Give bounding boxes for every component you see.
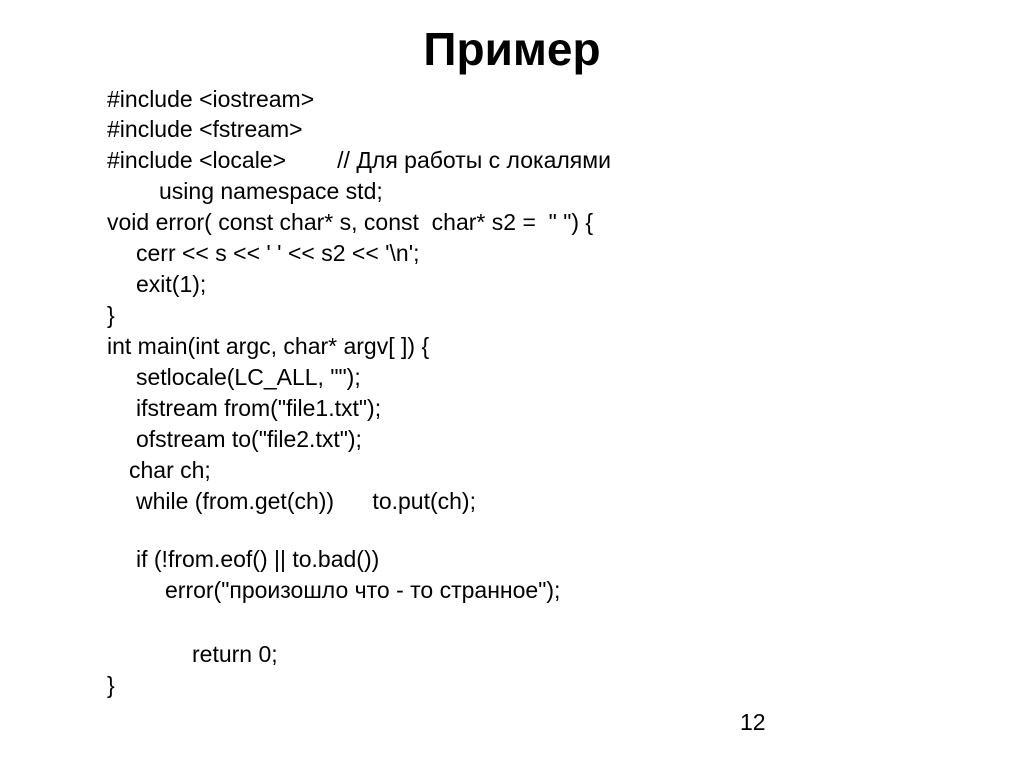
code-line: while (from.get(ch)) to.put(ch); [136,488,476,514]
page-number: 12 [740,709,766,735]
code-line: #include <iostream> [107,86,315,112]
code-line: int main(int argc, char* argv[ ]) { [107,333,430,359]
code-line: #include <locale> // Для работы с локалями [107,147,611,173]
code-line: char ch; [129,457,211,483]
code-line: exit(1); [136,271,207,297]
code-line: ifstream from("file1.txt"); [136,395,382,421]
code-line: } [107,302,115,328]
code-line: setlocale(LC_ALL, ""); [136,364,361,390]
code-line: return 0; [192,641,278,667]
code-line: if (!from.eof() || to.bad()) [136,546,380,572]
code-line: using namespace std; [159,178,383,204]
code-line: error("произошло что - то странное"); [165,577,561,603]
code-line: #include <fstream> [107,116,303,142]
code-line: ofstream to("file2.txt"); [136,426,362,452]
code-line: void error( const char* s, const char* s2 = " ") { [107,209,594,235]
slide-title: Пример [423,23,601,75]
code-line: } [107,672,115,698]
code-line: cerr << s << ' ' << s2 << '\n'; [136,240,420,266]
